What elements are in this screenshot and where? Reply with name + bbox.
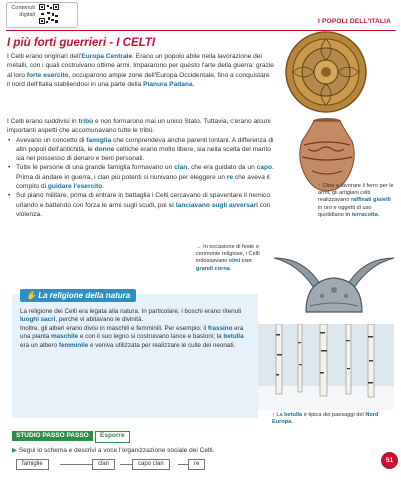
nature-box-title: ✋ La religione della natura	[20, 289, 136, 302]
activity-tag: Esporre	[95, 431, 130, 443]
list-item: • Sul piano militare, prima di entrare in battaglia i Celti cercavano di spaventare il nemico urlando e battendo con forza le armi sugli scudi, poi si lanciavano sugli avversari con violenza.	[16, 191, 274, 219]
running-title: I POPOLI DELL'ITALIA	[318, 18, 391, 25]
nature-box-text: La religione dei Celti era legata alla natura. In particolare, i boschi erano ritenuti luoghi sacri, perché vi abitavano le divinità. Inoltre, gli alberi erano divisi in maschili e femminili. Per esempio: il frassino era una pianta maschile e con il suo legno si costruivano lance e bastoni; la betulla era un albero femminile e veniva utilizzata per realizzare le culle dei neonati.	[20, 308, 244, 349]
schema-connector	[60, 464, 92, 465]
keyword: Europa Centrale	[81, 53, 133, 60]
bullet-list	[7, 136, 274, 220]
list-item: • Tutte le persone di una grande famiglia formavano un clan, che era guidato da un capo. Prima di andare in guerra, i clan più potenti si riunivano per eleggere un re che aveva il compito di guidare l'esercito.	[16, 163, 274, 191]
thumbs-up-icon: ✋	[26, 291, 36, 300]
keyword: tribù	[78, 118, 94, 125]
birch-forest-image	[258, 324, 394, 410]
gold-plate-image	[284, 30, 368, 114]
list-item: • Avevano un concetto di famiglia che comprendeva anche parenti lontani. A differenza di altri popoli dell'antichità, le donne celtiche erano molto libere, sia nella scelta del marito sia nel possesso di denaro e beni personali.	[16, 136, 274, 164]
terracotta-vase-image	[292, 115, 362, 193]
arrow-up-icon: ↑	[272, 412, 275, 418]
keyword: forte esercito	[26, 71, 69, 79]
schema-connector	[120, 464, 132, 465]
horned-helmet-image	[270, 250, 398, 320]
birch-caption: ↑ La betulla è tipica dei paesaggi del Nord Europa.	[272, 412, 379, 426]
intro-paragraph: I Celti erano originari dell'Europa Centrale. Erano un popolo abile nella lavorazione dei metalli, con i quali costruivano ottime armi. Impararono per questo l'arte della guerra: grazie al loro forte esercito, occuparono ampie zone dell'Europa Occidentale, fino a conquistare il nord dell'Italia stabilendosi in una parte della Pianura Padana.	[7, 53, 274, 88]
page-number: 51	[381, 452, 398, 469]
keyword: Pianura Padana	[143, 80, 193, 88]
page-title: I più forti guerrieri - I CELTI	[7, 37, 156, 49]
tribes-paragraph: I Celti erano suddivisi in tribù e non formarono mai un unico Stato. Tuttavia, c'erano alcuni importanti aspetti che accomunavano tutte le tribù. • Avevano un concetto di famiglia che comprendeva anche parenti lontani. A differenza di altri popoli dell'antichità, le donne celtiche erano molto libere, sia nella scelta del marito sia nel possesso di denaro e beni personali. • Tutte le persone di una grande famiglia formavano un clan, che era guidato da un capo. Prima di andare in guerra, i clan più potenti si riunivano per eleggere un re che aveva il compito di guidare l'esercito. • Sul piano militare, prima di entrare in battaglia i Celti cercavano di spaventare il nemico urlando e battendo con forza le armi sugli scudi, poi si lanciavano sugli avversari con violenza.	[7, 117, 274, 219]
arrow-up-icon: ↑	[318, 183, 321, 189]
activity-label: STUDIO PASSO PASSO	[12, 431, 93, 441]
schema-box-clan: clan	[92, 459, 115, 470]
arrow-right-icon: →	[196, 244, 202, 250]
activity-instruction: ▶ Segui lo schema e descrivi a voce l'organizzazione sociale dei Celti.	[12, 447, 215, 454]
triangle-right-icon: ▶	[12, 447, 17, 454]
digital-contents-label: Contenuti digitali	[11, 5, 35, 18]
helmet-caption: → In occasione di feste o cerimonie religiose, i Celti indossavano elmi con grandi corna.	[196, 244, 260, 272]
schema-box-famiglie: famiglie	[16, 459, 49, 470]
schema-connector	[178, 464, 188, 465]
qr-code-icon[interactable]	[39, 4, 59, 24]
schema-box-capo-clan: capo clan	[132, 459, 170, 470]
craft-caption: ↑ Oltre a lavorare il ferro per le armi, gli artigiani celti realizzavano raffinati gioielli in oro e oggetti di uso quotidiano in terracotta.	[318, 183, 394, 218]
schema-box-re: re	[188, 459, 205, 470]
